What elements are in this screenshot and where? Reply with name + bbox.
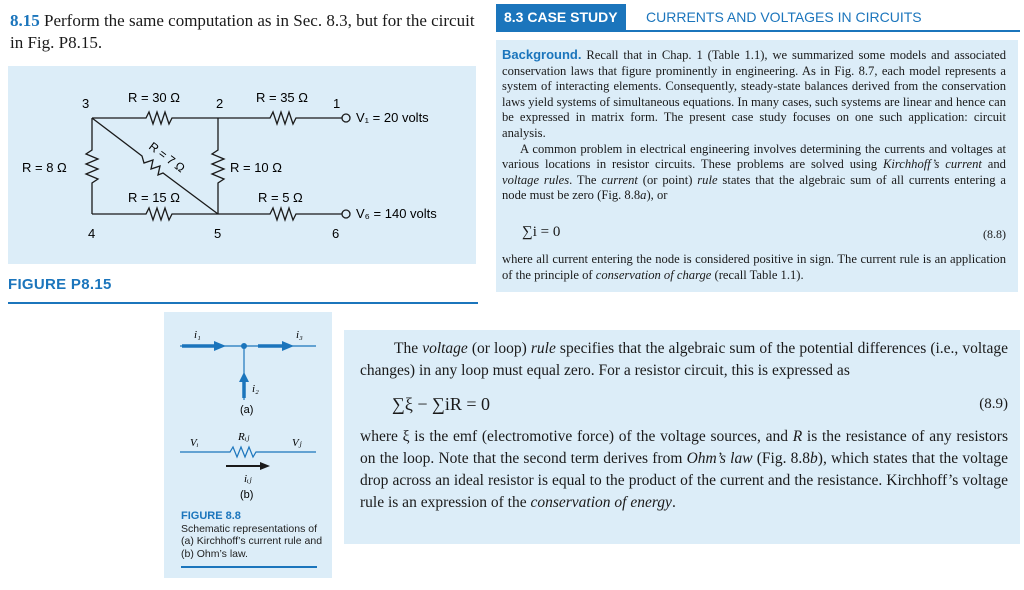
p2k: ), or xyxy=(646,188,668,203)
vr-p2b: R xyxy=(792,428,803,445)
label-a: (a) xyxy=(240,404,254,416)
node-label-5: 5 xyxy=(214,226,222,241)
label-r-5-6: R = 5 Ω xyxy=(258,190,303,205)
label-b: (b) xyxy=(240,489,254,501)
para1-text: Recall that in Chap. 1 (Table 1.1), we summarized some models and associated conservation laws that figure prominently in engineering. As in Fig. 8.7, each model represents a system of interacting elements. Consequently, steady-state balances derived from the conservation laws yield systems of simultaneous equations. In many cases, such systems are linear and hence can be expressed in matrix form. The present case study focuses on one such application: circuit analysis. xyxy=(502,48,1006,140)
node-label-2: 2 xyxy=(216,96,224,111)
vr-p1a: The xyxy=(394,340,423,357)
figure-label-p815: FIGURE P8.15 xyxy=(8,276,112,293)
background-paragraph-3 xyxy=(502,252,1006,283)
p2j: a xyxy=(640,188,647,203)
p3a: where all current entering the node is considered positive in sign. The current rule is an application of the principle of xyxy=(502,252,1006,282)
figure-8-8-divider xyxy=(181,566,317,568)
vr-p2i: . xyxy=(671,494,676,511)
node-label-1: 1 xyxy=(333,96,341,111)
arrowhead-i2 xyxy=(239,372,249,382)
resistor-2-5 xyxy=(212,118,224,214)
label-r-3-4: R = 8 Ω xyxy=(22,160,67,175)
equation-8-9-tag: (8.9) xyxy=(979,396,1008,412)
case-study-tag: 8.3 CASE STUDY xyxy=(496,4,626,30)
resistor-4-5 xyxy=(92,208,218,220)
vr-p1d: rule xyxy=(530,340,556,357)
background-paragraph-2 xyxy=(502,142,1006,204)
arrowhead-iij xyxy=(260,462,270,470)
circuit-figure xyxy=(8,66,476,264)
vr-p1b: voltage xyxy=(422,340,468,357)
node-label-4: 4 xyxy=(88,226,96,241)
equation-8-9 xyxy=(392,394,1008,420)
resistor-2-1 xyxy=(218,112,342,124)
label-v6: V₆ = 140 volts xyxy=(356,206,437,221)
label-rij: Rᵢⱼ xyxy=(238,431,250,443)
vr-p2a: where ξ is the emf (electromotive force) of the voltage sources, and xyxy=(360,428,793,445)
vr-p2c: is the resistance of any resistors on the loop. Note that the second term derives from xyxy=(360,428,1008,467)
vr-p2f: b xyxy=(810,450,818,467)
terminal-1 xyxy=(342,114,350,122)
vr-p2d: Ohm’s law xyxy=(686,450,753,467)
label-r-2-5: R = 10 Ω xyxy=(230,160,282,175)
vr-p2g: ), which states that the voltage drop across an ideal resistor is equal to the product of the current and the resistance. Kirchhoff’s voltage rule is an expression of the xyxy=(360,450,1008,511)
p2a: A common problem in electrical engineering involves determining the currents and voltages at various locations in resistor circuits. These problems are solved using xyxy=(502,141,1006,172)
label-r-3-5: R = 7 Ω xyxy=(146,139,188,176)
equation-8-9-body: ∑ξ − ∑iR = 0 xyxy=(392,394,490,414)
label-r-3-2: R = 30 Ω xyxy=(128,90,180,105)
case-study-title: CURRENTS AND VOLTAGES IN CIRCUITS xyxy=(646,9,922,25)
resistor-3-2 xyxy=(92,112,218,124)
p2h: rule xyxy=(697,172,718,187)
case-study-header xyxy=(496,4,1020,30)
resistor-3-4 xyxy=(86,118,98,214)
background-paragraph-1 xyxy=(502,47,1006,142)
figure-8-8-caption-text: Schematic representations of (a) Kirchhoff’s current rule and (b) Ohm’s law. xyxy=(181,522,323,560)
voltage-rule-paragraph-1 xyxy=(360,338,1008,382)
equation-8-8-tag: (8.8) xyxy=(983,227,1006,241)
vr-p2h: conservation of energy xyxy=(530,494,672,511)
p2b: Kirchhoff’s current xyxy=(882,157,982,172)
vr-p1c: (or loop) xyxy=(467,340,531,357)
voltage-rule-paragraph-2 xyxy=(360,426,1008,514)
label-i3: i₃ xyxy=(296,329,303,341)
p2e: . The xyxy=(569,172,602,187)
circuit-diagram xyxy=(8,66,476,264)
label-r-4-5: R = 15 Ω xyxy=(128,190,180,205)
divider-p815 xyxy=(8,302,478,304)
node-label-3: 3 xyxy=(82,96,90,111)
arrowhead-i3 xyxy=(282,341,294,351)
problem-text: Perform the same computation as in Sec. 8.3, but for the circuit in Fig. P8.15. xyxy=(10,11,475,52)
arrowhead-i1 xyxy=(214,341,226,351)
problem-statement xyxy=(10,10,490,54)
node-label-6: 6 xyxy=(332,226,340,241)
label-iij: iᵢⱼ xyxy=(244,473,252,485)
label-i1: i₁ xyxy=(194,329,201,341)
label-vi: Vᵢ xyxy=(190,437,199,449)
p2g: (or point) xyxy=(637,172,698,187)
p2c: and xyxy=(981,157,1006,172)
terminal-6 xyxy=(342,210,350,218)
p2i: states that the algebraic sum of all currents entering a node must be zero (Fig. 8.8 xyxy=(502,172,1006,203)
equation-8-8 xyxy=(522,224,1006,248)
problem-number: 8.15 xyxy=(10,11,40,30)
p2d: voltage rules xyxy=(502,172,570,187)
equation-8-8-body: ∑i = 0 xyxy=(522,224,561,240)
node-dot xyxy=(241,343,247,349)
p3b: conservation of charge xyxy=(595,267,712,282)
background-text xyxy=(502,47,1006,204)
label-v1: V₁ = 20 volts xyxy=(356,110,429,125)
vr-p1e: specifies that the algebraic sum of the potential differences (i.e., voltage changes) in any loop must equal zero. For a resistor circuit, this is expressed as xyxy=(360,340,1008,379)
label-vj: Vⱼ xyxy=(292,437,302,449)
figure-8-8-title: FIGURE 8.8 xyxy=(181,510,241,522)
figure-8-8-diagram xyxy=(164,312,332,512)
label-i2: i₂ xyxy=(252,383,259,395)
figure-8-8-caption xyxy=(181,510,325,560)
vr-p2e: (Fig. 8.8 xyxy=(752,450,811,467)
label-r-2-1: R = 35 Ω xyxy=(256,90,308,105)
p3c: (recall Table 1.1). xyxy=(711,267,804,282)
resistor-5-6 xyxy=(218,208,342,220)
case-study-divider xyxy=(496,30,1020,32)
p2f: current xyxy=(601,172,638,187)
background-heading: Background. xyxy=(502,47,582,62)
